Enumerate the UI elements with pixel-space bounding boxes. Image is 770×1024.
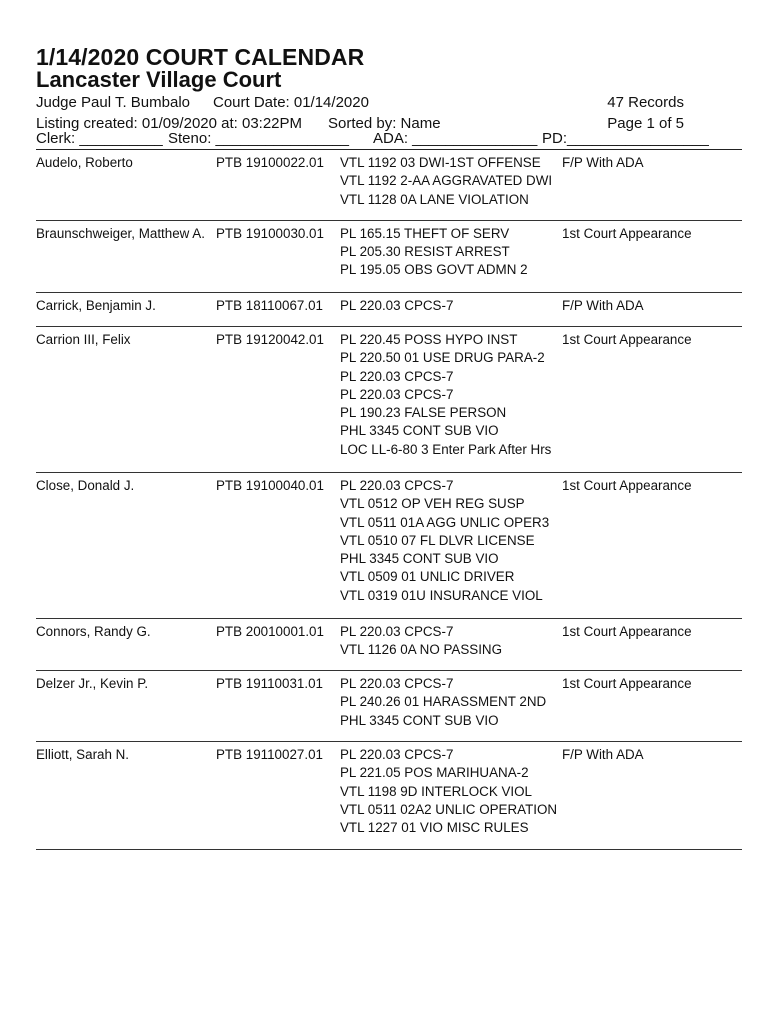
case-row [36,221,742,294]
charge-item: PL 220.50 01 USE DRUG PARA-2 [340,350,545,366]
court-name: Lancaster Village Court [36,67,282,92]
ada-field: ADA: _______________ [373,130,538,147]
charge-item: PL 220.03 CPCS-7 [340,478,454,493]
case-status: 1st Court Appearance [562,332,692,347]
defendant-name: Braunschweiger, Matthew A. [36,225,205,241]
case-row [36,150,742,221]
case-row [36,742,742,850]
docket-number: PTB 19100030.01 [216,225,324,241]
case-list [36,150,742,850]
case-status: F/P With ADA [562,298,644,313]
docket-number: PTB 18110067.01 [216,298,323,313]
charge-item: PL 190.23 FALSE PERSON [340,405,507,421]
charge-item: PHL 3345 CONT SUB VIO [340,551,499,567]
charge-item: VTL 1128 0A LANE VIOLATION [340,191,529,207]
calendar-title: 1/14/2020 COURT CALENDAR [36,44,365,70]
case-row [36,671,742,742]
charge-item: PL 220.03 CPCS-7 [340,747,454,762]
charge-item: PL 195.05 OBS GOVT ADMN 2 [340,262,528,278]
case-status: 1st Court Appearance [562,676,692,691]
charge-item: PL 220.03 CPCS-7 [340,386,454,402]
charge-item: VTL 0319 01U INSURANCE VIOL [340,587,543,603]
case-status: F/P With ADA [562,747,644,762]
defendant-name: Delzer Jr., Kevin P. [36,676,149,691]
defendant-name: Elliott, Sarah N. [36,747,130,762]
charge-item: PL 220.03 CPCS-7 [340,298,454,313]
charge-item: PL 220.45 POSS HYPO INST [340,332,518,347]
case-status: 1st Court Appearance [562,225,692,241]
charge-item: PHL 3345 CONT SUB VIO [340,712,499,728]
charge-item: VTL 1227 01 VIO MISC RULES [340,820,529,836]
charge-item: VTL 0512 OP VEH REG SUSP [340,496,525,512]
defendant-name: Close, Donald J. [36,478,135,493]
defendant-name: Audelo, Roberto [36,155,133,170]
charge-list [340,150,742,209]
pd-field: PD:_________________ [542,130,709,147]
charge-item: PL 220.03 CPCS-7 [340,676,454,691]
charge-item: PHL 3345 CONT SUB VIO [340,423,499,439]
case-row [36,473,742,619]
charge-item: VTL 0511 02A2 UNLIC OPERATION [340,801,558,817]
charge-item: PL 220.03 CPCS-7 [340,624,454,639]
defendant-name: Carrick, Benjamin J. [36,298,156,313]
listing-created: Listing created: 01/09/2020 at: 03:22PM [36,115,303,132]
charge-item: VTL 0511 01A AGG UNLIC OPER3 [340,514,550,530]
case-row [36,293,742,327]
defendant-name: Connors, Randy G. [36,624,151,639]
docket-number: PTB 20010001.01 [216,624,324,639]
charge-list [340,293,742,315]
charge-item: VTL 1192 2-AA AGGRAVATED DWI [340,173,553,189]
charge-item: VTL 0510 07 FL DLVR LICENSE [340,532,535,548]
record-count: 47 Records [607,94,684,111]
case-status: 1st Court Appearance [562,478,692,493]
docket-number: PTB 19120042.01 [216,332,324,347]
defendant-name: Carrion III, Felix [36,332,131,347]
docket-number: PTB 19110027.01 [216,747,323,762]
docket-number: PTB 19110031.01 [216,676,323,691]
clerk-field: Clerk: __________ [36,130,163,147]
steno-field: Steno: ________________ [168,130,350,147]
charge-item: PL 165.15 THEFT OF SERV [340,225,510,241]
charge-item: PL 205.30 RESIST ARREST [340,243,510,259]
charge-item: PL 240.26 01 HARASSMENT 2ND [340,694,547,710]
court-date: Court Date: 01/14/2020 [213,94,369,111]
case-row [36,327,742,473]
case-status: F/P With ADA [562,155,644,170]
docket-number: PTB 19100022.01 [216,155,324,170]
charge-item: VTL 1198 9D INTERLOCK VIOL [340,783,533,799]
case-status: 1st Court Appearance [562,624,692,639]
charge-item: VTL 1192 03 DWI-1ST OFFENSE [340,155,541,170]
charge-list [340,742,742,837]
docket-number: PTB 19100040.01 [216,478,324,493]
charge-item: PL 221.05 POS MARIHUANA-2 [340,765,529,781]
page-number: Page 1 of 5 [607,115,684,132]
judge-name: Judge Paul T. Bumbalo [36,94,190,111]
charge-item: PL 220.03 CPCS-7 [340,368,454,384]
charge-item: VTL 1126 0A NO PASSING [340,642,502,658]
charge-item: VTL 0509 01 UNLIC DRIVER [340,569,515,585]
case-row [36,619,742,671]
charge-item: LOC LL-6-80 3 Enter Park After Hrs [340,441,552,457]
sorted-by: Sorted by: Name [328,115,441,132]
